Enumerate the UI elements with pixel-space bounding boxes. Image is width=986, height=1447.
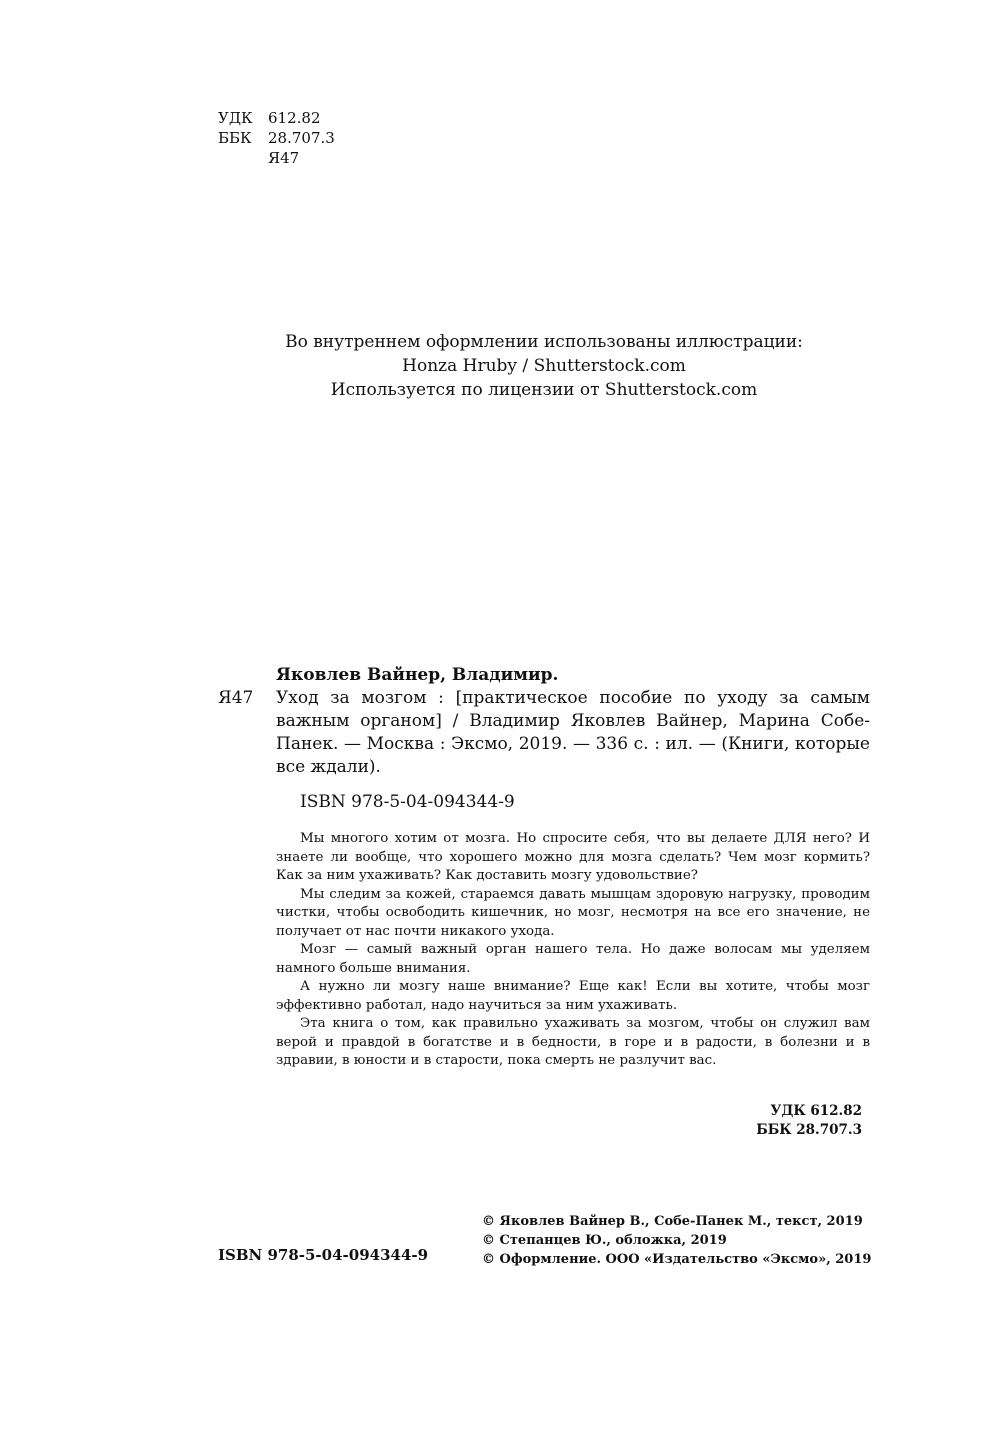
bottom-classification-codes bbox=[600, 1102, 862, 1140]
bbk-value: 28.707.3 bbox=[268, 129, 335, 147]
bib-author: Яковлев Вайнер, Владимир. bbox=[276, 665, 559, 685]
annotation-paragraph: Мы следим за кожей, стараемся давать мышцам здоровую нагрузку, проводим чистки, чтобы освободить кишечник, но мозг, несмотря на все его значение, не получает от нас почти никакого ухода. bbox=[276, 886, 870, 939]
copyright-block bbox=[482, 1212, 871, 1269]
bib-code: Я47 bbox=[218, 688, 254, 708]
bib-entry bbox=[218, 687, 870, 779]
isbn-bottom: ISBN 978-5-04-094344-9 bbox=[218, 1246, 429, 1264]
credits-line-2: Honza Hruby / Shutterstock.com bbox=[402, 356, 686, 376]
bottom-udk: УДК 612.82 bbox=[770, 1103, 862, 1119]
illustration-credits bbox=[218, 330, 870, 402]
udk-value: 612.82 bbox=[268, 109, 321, 127]
annotation-paragraph: Эта книга о том, как правильно ухаживать за мозгом, чтобы он служил вам верой и правдой в богатстве и в бедности, в горе и в радости, в болезни и в здравии, в юности и в старости, пока смерть не разлучит вас. bbox=[276, 1016, 870, 1068]
copyright-line: © Яковлев Вайнер В., Собе-Панек М., текст, 2019 bbox=[482, 1214, 863, 1229]
bbk-label: ББК bbox=[218, 129, 252, 147]
bibliographic-record bbox=[218, 664, 870, 814]
classification-block bbox=[218, 108, 335, 168]
credits-line-3: Используется по лицензии от Shutterstock.com bbox=[330, 380, 758, 400]
annotation-paragraph: Мы многого хотим от мозга. Но спросите себя, что вы делаете ДЛЯ него? И знаете ли вообще, что хорошего можно для мозга сделать? Чем мозг кормить? Как за ним ухаживать? Как доставить мозгу удовольствие? bbox=[276, 831, 870, 883]
bbk-row bbox=[218, 128, 335, 148]
credits-line-1: Во внутреннем оформлении использованы иллюстрации: bbox=[285, 332, 803, 352]
author-code: Я47 bbox=[268, 149, 300, 167]
udk-row bbox=[218, 108, 335, 128]
bib-description: Уход за мозгом : [практическое пособие по уходу за самым важным органом] / Владимир Яковлев Вайнер, Марина Собе-Панек. — Москва : Эксмо, 2019. — 336 с. : ил. — (Книги, которые все ждали). bbox=[276, 688, 870, 777]
bib-isbn: ISBN 978-5-04-094344-9 bbox=[300, 792, 515, 812]
copyright-line: © Степанцев Ю., обложка, 2019 bbox=[482, 1233, 727, 1248]
annotation-paragraph: А нужно ли мозгу наше внимание? Еще как! Если вы хотите, чтобы мозг эффективно работал, надо научиться за ним ухаживать. bbox=[276, 979, 870, 1013]
annotation-paragraph: Мозг — самый важный орган нашего тела. Но даже волосам мы уделяем намного больше внимания. bbox=[276, 942, 870, 976]
annotation bbox=[276, 830, 870, 1071]
udk-label: УДК bbox=[218, 109, 253, 127]
copyright-line: © Оформление. ООО «Издательство «Эксмо», 2019 bbox=[482, 1252, 872, 1267]
bottom-bbk: ББК 28.707.3 bbox=[756, 1122, 862, 1138]
